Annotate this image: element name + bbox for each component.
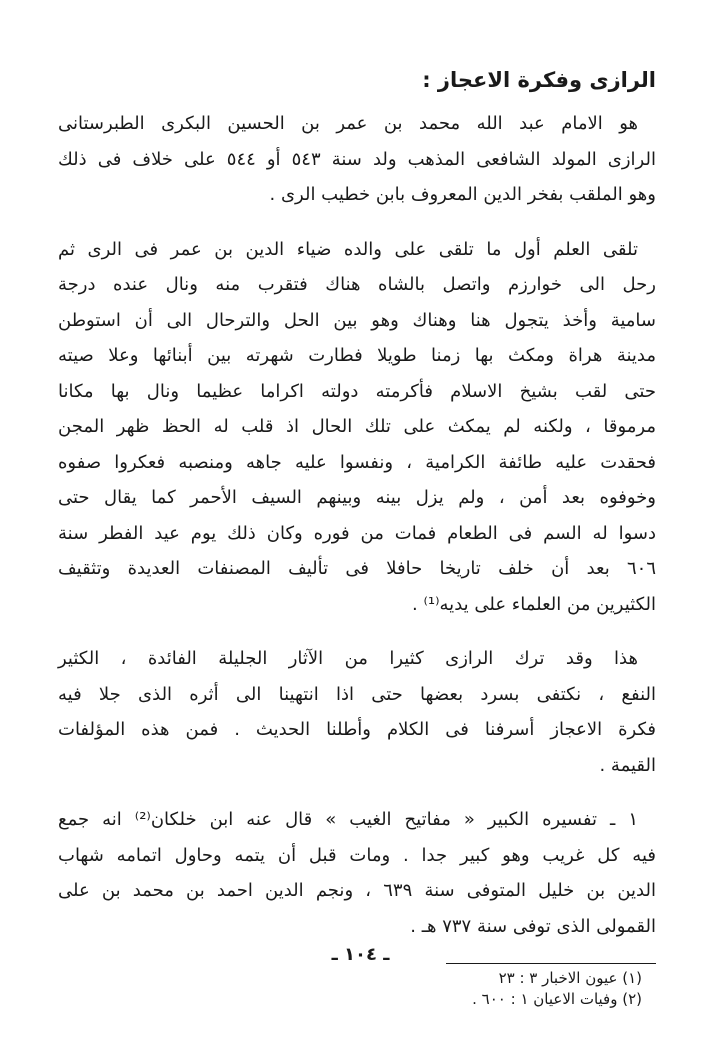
text-line: تلقى العلم أول ما تلقى على والده ضياء الدين بن عمر فى الرى ثم (58, 238, 638, 260)
text-line: ٦٠٦ بعد أن خلف تاريخا حافلا فى تأليف المصنفات العديدة وتثقيف (58, 558, 656, 579)
section-heading: الرازى وفكرة الاعجاز : (422, 68, 656, 92)
text-line: ١ ـ تفسيره الكبير « مفاتيح الغيب » قال عنه ابن خلكان⁽²⁾ انه جمع (58, 809, 638, 830)
text-line: وخوفوه بعد أمن ، ولم يزل بينه وبينهم السيف الأحمر كما يقال حتى (58, 487, 656, 508)
text-line: مرموقا ، ولكنه لم يمكث على تلك الحال اذ قلب له الحظ ظهر المجن (58, 416, 656, 437)
text-line: سامية وأخذ يتجول هنا وهناك وهو بين الحل والترحال الى أن استوطن (58, 309, 656, 331)
text-line: فكرة الاعجاز أسرفنا فى الكلام وأطلنا الحديث . فمن هذه المؤلفات (58, 719, 656, 740)
paragraph-works-intro (58, 641, 656, 783)
paragraph-biography-intro (58, 106, 656, 213)
text-line: فحقدت عليه طائفة الكرامية ، ونفسوا عليه جاهه ومنصبه فعكروا صفوه (58, 451, 656, 473)
text-line: مدينة هراة ومكث بها زمنا طويلا فطارت شهرته بين أبنائها وعلا صيته (58, 345, 656, 366)
text-line: الرازى المولد الشافعى المذهب ولد سنة ٥٤٣ أو ٥٤٤ على خلاف فى ذلك (58, 148, 656, 170)
footnote-1: (١) عيون الاخبار ٣ : ٢٣ (498, 969, 642, 987)
paragraph-works-tafsir (58, 802, 656, 944)
text-line: رحل الى خوارزم واتصل بالشاه هناك فتقرب منه ونال عنده درجة (58, 274, 656, 295)
text-line: حتى لقب بشيخ الاسلام فأكرمته دولته اكراما عظيما ونال بها مكانا (58, 380, 656, 402)
text-line: هو الامام عبد الله محمد بن عمر بن الحسين البكرى الطبرستانى (58, 113, 638, 134)
text-line: فيه كل غريب وهو كبير جدا . ومات قبل أن يتمه وحاول اتمامه شهاب (58, 844, 656, 866)
paragraph-biography-life (58, 232, 656, 623)
footnote-2: (٢) وفيات الاعيان ١ : ٦٠٠ . (472, 990, 642, 1008)
text-line: الكثيرين من العلماء على يديه⁽¹⁾ . (412, 593, 656, 615)
footnotes (58, 968, 656, 1010)
text-line: هذا وقد ترك الرازى كثيرا من الآثار الجليلة الفائدة ، الكثير (58, 648, 638, 669)
text-line: وهو الملقب بفخر الدين المعروف بابن خطيب الرى . (269, 184, 656, 205)
text-line: القمولى الذى توفى سنة ٧٣٧ هـ . (410, 915, 656, 937)
page-body (58, 62, 656, 1010)
page-number: ـ ١٠٤ ـ (331, 944, 390, 965)
text-line: دسوا له السم فى الطعام فمات من فوره وكان ذلك يوم عيد الفطر سنة (58, 522, 656, 544)
text-line: الدين بن خليل المتوفى سنة ٦٣٩ ، ونجم الدين احمد بن محمد بن على (58, 880, 656, 901)
text-line: القيمة . (599, 754, 656, 776)
text-line: النفع ، نكتفى بسرد بعضها حتى اذا انتهينا الى أثره الذى جلا فيه (58, 683, 656, 705)
